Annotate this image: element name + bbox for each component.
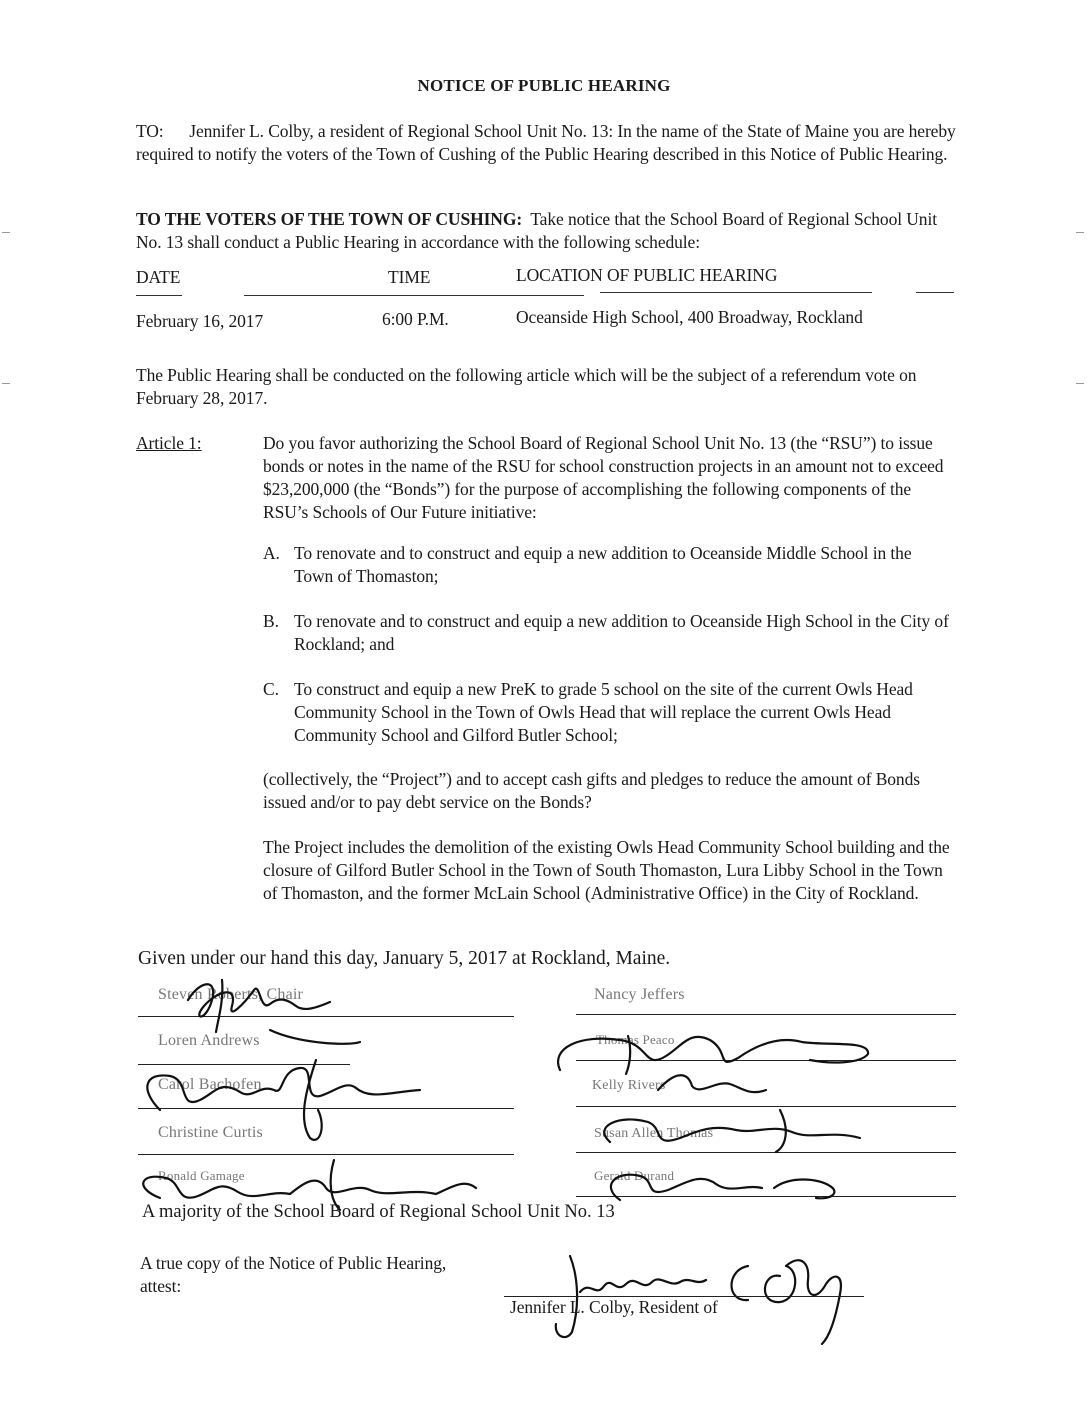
article-collectively: (collectively, the “Project”) and to accept cash gifts and pledges to reduce the amount of Bonds issued and/or to pay debt service on the Bonds? [263, 769, 920, 812]
signatory-name: Nancy Jeffers [594, 986, 685, 1003]
header-rule [136, 295, 182, 296]
article-label: Article 1: [136, 433, 202, 453]
board-signatures-right [540, 1000, 900, 1210]
attester-signature [500, 1236, 900, 1346]
signatory-name: Steven Roberts, Chair [158, 986, 304, 1003]
article-item-c: To construct and equip a new PreK to grade 5 school on the site of the current Owls Head Community School in the Town of Owls Head that will replace the current Owls Head Community School and Gilford Butler School; [294, 679, 913, 745]
signatory-name: Susan Allen Thomas [594, 1126, 714, 1141]
item-letter: A. [263, 543, 280, 563]
signatory-name: Carol Bachofen [158, 1076, 262, 1093]
schedule-location: Oceanside High School, 400 Broadway, Rockland [516, 307, 863, 327]
signatory-name: Loren Andrews [158, 1032, 260, 1049]
board-signatures-left [120, 960, 540, 1220]
voters-lead: TO THE VOTERS OF THE TOWN OF CUSHING: [136, 209, 523, 229]
schedule-time: 6:00 P.M. [382, 309, 449, 329]
article-project-note: The Project includes the demolition of the existing Owls Head Community School building and the closure of Gilford Butler School in the Town of South Thomaston, Lura Libby School in the Town of Thomaston, and the former McLain School (Administrative Office) in the City of Rockland. [263, 837, 950, 903]
header-rule [916, 292, 954, 293]
signatory-name: Ronald Gamage [158, 1168, 245, 1183]
to-label: TO: [136, 121, 164, 141]
signatory-name: Thomas Peaco [596, 1032, 675, 1047]
article-intro: Do you favor authorizing the School Board of Regional School Unit No. 13 (the “RSU”) to issue bonds or notes in the name of the RSU for school construction projects in an amount not to exceed $23,200,000 (the “Bonds”) for the purpose of accomplishing the following components of the RSU’s Schools of Our Future initiative: [263, 433, 944, 522]
item-letter: C. [263, 679, 279, 699]
hearing-paragraph: The Public Hearing shall be conducted on the following article which will be the subject of a referendum vote on February 28, 2017. [136, 365, 917, 408]
margin-mark [2, 383, 10, 384]
schedule-header-time: TIME [388, 267, 431, 287]
margin-mark [1076, 383, 1084, 384]
to-text: Jennifer L. Colby, a resident of Regional School Unit No. 13: In the name of the State of Maine you are hereby required to notify the voters of the Town of Cushing of the Public Hearing described in this Notice of Public Hearing. [136, 121, 956, 164]
schedule-date: February 16, 2017 [136, 311, 264, 331]
signatory-name: Gerald Durand [594, 1168, 675, 1183]
document-title: NOTICE OF PUBLIC HEARING [417, 76, 671, 95]
signatory-name: Christine Curtis [158, 1124, 263, 1141]
header-rule [244, 295, 584, 296]
majority-statement: A majority of the School Board of Regional School Unit No. 13 [142, 1202, 615, 1222]
voters-paragraph [136, 208, 956, 254]
margin-mark [2, 232, 10, 233]
article-item-a: To renovate and to construct and equip a new addition to Oceanside Middle School in the Town of Thomaston; [294, 543, 912, 586]
item-letter: B. [263, 611, 279, 631]
given-statement: Given under our hand this day, January 5, 2017 at Rockland, Maine. [138, 948, 671, 969]
to-paragraph [136, 120, 956, 166]
schedule-header-location: LOCATION OF PUBLIC HEARING [516, 265, 778, 285]
attester-name: Jennifer L. Colby, Resident of [510, 1297, 718, 1317]
voters-text: Take notice that the School Board of Regional School Unit No. 13 shall conduct a Public Hearing in accordance with the following schedule: [136, 209, 937, 252]
margin-mark [1076, 232, 1084, 233]
schedule-header-date: DATE [136, 267, 181, 287]
header-rule [600, 292, 872, 293]
true-copy-statement: A true copy of the Notice of Public Hearing, attest: [140, 1253, 447, 1296]
article-item-b: To renovate and to construct and equip a new addition to Oceanside High School in the City of Rockland; and [294, 611, 949, 654]
signatory-name: Kelly Rivers [592, 1078, 666, 1093]
